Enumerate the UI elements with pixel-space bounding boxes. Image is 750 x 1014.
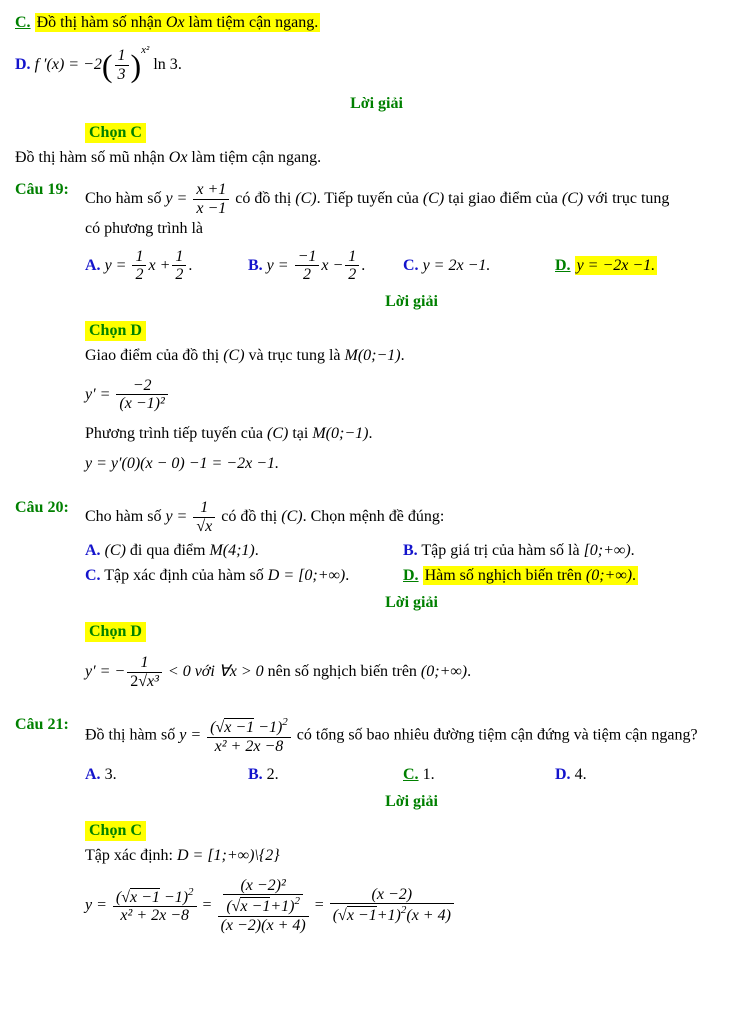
right-paren: ) bbox=[130, 47, 142, 84]
option-d-label: D. bbox=[555, 256, 571, 274]
exponent: 2 bbox=[400, 904, 407, 917]
solution-header: Lời giải bbox=[385, 792, 438, 810]
domain-line: Tập xác định: D = [1;+∞)\{2} bbox=[85, 846, 280, 864]
sqrt-radical: √ bbox=[196, 517, 206, 535]
question-21-number: Câu 21: bbox=[15, 716, 69, 734]
exponent: 2 bbox=[188, 885, 194, 898]
equals-sign: = bbox=[202, 896, 212, 914]
fraction: $\frac{-1}{2}$ bbox=[293, 248, 322, 284]
question-20-number: Câu 20: bbox=[15, 498, 69, 516]
option-b-label: B. bbox=[403, 542, 418, 560]
option-d-highlight: y = −2x −1. bbox=[576, 256, 656, 274]
solution-text: Đồ thị hàm số mũ nhận Ox làm tiệm cận ngang. bbox=[15, 149, 322, 167]
question-19-options bbox=[85, 248, 738, 284]
sqrt-radical: √ bbox=[338, 907, 347, 925]
option-d-label: D. bbox=[555, 765, 571, 783]
option-d-chosen bbox=[555, 257, 738, 275]
period: . bbox=[177, 56, 182, 73]
fraction: $\frac{(√x -1 -1)^2}{\text{x² + 2x −8}}$ bbox=[205, 716, 293, 755]
fraction: $\frac{-2}{\text{(x −1)²}}$ bbox=[114, 377, 169, 413]
chosen-answer-row bbox=[85, 622, 738, 642]
fraction: $\frac{1}{2}$ bbox=[170, 248, 188, 284]
fraction: $\frac{1}{2}$ bbox=[343, 248, 361, 284]
option-d-chosen bbox=[403, 567, 738, 585]
option-a-label: A. bbox=[85, 256, 101, 274]
question-19-text: Cho hàm số y = $\frac{x +1}{x -1}$ có đồ thị (C). Tiếp tuyến của (C) tại giao điểm của (C) với trục tung bbox=[85, 181, 670, 218]
math-ox: Ox bbox=[168, 149, 188, 167]
nested-fraction: $\frac{\text{(x −2)²}}{(√x -1+1)^2}$ bbox=[221, 877, 305, 916]
solution-line-2: Phương trình tiếp tuyến của (C) tại M(0;−1). bbox=[85, 424, 373, 442]
forall-expression: ∀x > 0 bbox=[218, 662, 264, 680]
sqrt-radical: √ bbox=[138, 672, 147, 690]
prev-option-c-highlight bbox=[35, 13, 321, 32]
question-21-text: Đồ thị hàm số y = $\frac{(√x -1 -1)^2}{\text{x² + 2x −8}}$ có tổng số bao nhiêu đường tiệm cận đứng và tiệm cận ngang? bbox=[85, 716, 698, 755]
formula-tail: ln 3 bbox=[153, 56, 178, 73]
question-21-options bbox=[85, 766, 738, 784]
option-c-label: C. bbox=[85, 567, 101, 585]
math-c: (C) bbox=[295, 190, 317, 208]
question-19-number: Câu 19: bbox=[15, 181, 69, 199]
solution-line-1: Giao điểm của đồ thị (C) và trục tung là M(0;−1). bbox=[85, 346, 405, 364]
option-a-label: A. bbox=[85, 765, 101, 783]
math-ox: Ox bbox=[165, 14, 185, 31]
solution-header: Lời giải bbox=[350, 95, 403, 113]
option-b-label: B. bbox=[248, 765, 263, 783]
solution-formula: y′ = − $\frac{1}{\text{2√x³}}$ < 0 với ∀x > 0 nên số nghịch biến trên (0;+∞). bbox=[85, 654, 472, 690]
chosen-answer-row bbox=[85, 321, 738, 341]
left-paren: ( bbox=[101, 47, 113, 84]
option-b-label: B. bbox=[248, 256, 263, 274]
math-c: (C) bbox=[281, 507, 303, 525]
solution-header: Lời giải bbox=[385, 594, 438, 612]
question-21 bbox=[15, 716, 738, 946]
question-20-options-row-2 bbox=[85, 567, 738, 585]
option-b: B. Tập giá trị của hàm số là [0;+∞). bbox=[403, 542, 635, 560]
solution-formula-2: y = y′(0)(x − 0) −1 = −2x −1. bbox=[85, 454, 279, 472]
fraction: $\frac{1}{\text{2√x³}}$ bbox=[125, 654, 164, 690]
sqrt-radical: √ bbox=[215, 719, 225, 737]
fraction-2: $\frac{\frac{\text{(x −2)²}}{(√x -1+1)^2}}{(x -2)(x + 4)}$ bbox=[216, 877, 311, 935]
chosen-answer-badge: Chọn D bbox=[85, 321, 146, 341]
prev-option-c-text-end: làm tiệm cận ngang. bbox=[184, 14, 319, 31]
option-c: C. Tập xác định của hàm số D = [0;+∞). bbox=[85, 567, 350, 585]
solution-header: Lời giải bbox=[385, 292, 438, 310]
option-b: B. y = $\frac{-1}{2}$ x − $\frac{1}{2}$ . bbox=[248, 247, 366, 284]
fraction: $\frac{1}{3}$ bbox=[113, 47, 131, 83]
question-20-options-row-1 bbox=[85, 542, 738, 560]
equals-sign: = bbox=[314, 896, 324, 914]
option-a: A. y = $\frac{1}{2}$ x + $\frac{1}{2}$ . bbox=[85, 247, 193, 284]
option-d: D. 4. bbox=[555, 765, 587, 783]
question-19-text-2: có phương trình là bbox=[85, 219, 203, 237]
fraction-3: $\frac{(x -2)}{(√x -1+1)^2(x + 4)}$ bbox=[328, 886, 456, 925]
solution-formula-1: y′ = $\frac{-2}{\text{(x −1)²}}$ bbox=[85, 377, 738, 413]
option-a-label: A. bbox=[85, 542, 101, 560]
option-a: A. 3. bbox=[85, 765, 117, 783]
fraction: $\frac{x +1}{x -1}$ bbox=[191, 181, 231, 217]
fraction-1: $\frac{(√x -1 -1)^2}{\text{x² + 2x −8}}$ bbox=[111, 886, 199, 925]
option-c: C. y = 2x −1. bbox=[403, 256, 491, 274]
chosen-answer-badge: Chọn D bbox=[85, 622, 146, 642]
prev-option-c-label: C. bbox=[15, 14, 31, 31]
domain-set: D = [1;+∞)\{2} bbox=[176, 846, 280, 864]
fraction: $\frac{1}{2}$ bbox=[130, 248, 148, 284]
prev-option-c bbox=[15, 14, 738, 32]
option-a: A. (C) đi qua điểm M(4;1). bbox=[85, 542, 259, 560]
formula-lead: f ′(x) = −2 bbox=[34, 56, 102, 73]
prev-option-d bbox=[15, 44, 738, 83]
math-c: (C) bbox=[561, 190, 584, 208]
sqrt-radical: √ bbox=[231, 898, 241, 916]
chosen-answer-row bbox=[85, 821, 738, 841]
option-c-label: C. bbox=[403, 765, 419, 783]
question-20 bbox=[15, 499, 738, 702]
chosen-answer-row bbox=[85, 123, 738, 143]
option-d-label: D. bbox=[403, 567, 419, 585]
chosen-answer-badge: Chọn C bbox=[85, 821, 146, 841]
fraction: $\frac{1}{√x}$ bbox=[191, 499, 217, 535]
solution-formula-chain: y = $\frac{(√x -1 -1)^2}{\text{x² + 2x −8}}$ = $\frac{\frac{\text{(x −2)²}}{(√x -1+1)^2}}{(x -2)(x + 4)}$ = $\frac{(x -2)}{(√x -1+1)^2(x + 4)}$ bbox=[85, 877, 738, 935]
sqrt-radical: √ bbox=[121, 888, 131, 906]
exponent: x² bbox=[141, 44, 150, 56]
exponent: 2 bbox=[282, 716, 288, 729]
math-c: (C) bbox=[422, 190, 445, 208]
option-c-label: C. bbox=[403, 256, 419, 274]
prev-option-d-label: D. bbox=[15, 56, 31, 73]
question-19 bbox=[15, 181, 738, 485]
option-d-highlight: Hàm số nghịch biến trên (0;+∞). bbox=[424, 567, 637, 585]
prev-option-c-text: Đồ thị hàm số nhận bbox=[36, 14, 166, 31]
exponent: 2 bbox=[294, 895, 300, 908]
option-c-chosen: C. 1. bbox=[403, 765, 435, 783]
option-b: B. 2. bbox=[248, 765, 279, 783]
chosen-answer-badge: Chọn C bbox=[85, 123, 146, 143]
question-20-text: Cho hàm số y = $\frac{1}{√x}$ có đồ thị (C). Chọn mệnh đề đúng: bbox=[85, 498, 445, 535]
